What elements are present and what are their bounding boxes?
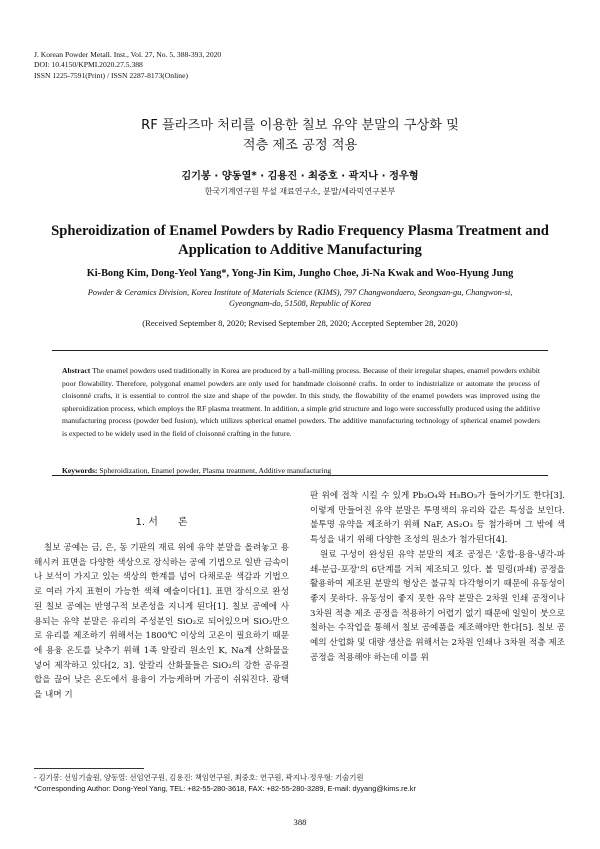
page-number: 388 — [293, 817, 307, 827]
english-title-line2: Application to Additive Manufacturing — [178, 242, 422, 258]
footnote-divider — [34, 768, 144, 769]
english-affiliation — [0, 287, 600, 310]
body-right-column — [310, 489, 565, 665]
korean-title — [0, 116, 600, 156]
english-affiliation-line1: Powder & Ceramics Division, Korea Institute of Materials Science (KIMS), 797 Changwondaero, Seongsan-gu, Changwon-si, — [87, 288, 513, 297]
korean-authors: 김기봉 · 양동열* · 김용진 · 최중호 · 곽지나 · 정우형 — [181, 171, 419, 182]
english-title-line1: Spheroidization of Enamel Powders by Radio Frequency Plasma Treatment and — [51, 223, 549, 239]
korean-title-line2: 적층 제조 공정 적용 — [242, 138, 358, 153]
keywords-label: Keywords: — [62, 466, 98, 475]
abstract — [62, 365, 540, 440]
english-affiliation-line2: Gyeongnam-do, 51508, Republic of Korea — [228, 299, 372, 309]
english-title — [0, 222, 600, 260]
footnote-author-titles: - 김기봉: 선임기술원, 양동열: 선임연구원, 김용진: 책임연구원, 최중호: 연구원, 곽지나·정우형: 기술기원 — [34, 773, 364, 782]
body-paragraph: 판 위에 접착 시킬 수 있게 Pb₃O₄와 H₃BO₃가 들어가기도 한다[3]. 이렇게 만들어진 유약 분말은 투명색의 유리와 같은 특성을 보인다. 불투명 유약을 제조하기 위해 NaF, AS₂O₃ 등 첨가하며 그 밖에 색 특성을 내기 위해 다양한 조성의 원소가 첨가된다[4]. — [310, 491, 565, 546]
footnote-corresponding: *Corresponding Author: Dong-Yeol Yang, TEL: +82-55-280-3618, FAX: +82-55-280-3289, E-mail: dyyang@kims.re.kr — [34, 784, 416, 793]
english-authors: Ki-Bong Kim, Dong-Yeol Yang*, Yong-Jin Kim, Jungho Choe, Ji-Na Kwak and Woo-Hyung Jung — [86, 268, 514, 279]
korean-title-line1: RF 플라즈마 처리를 이용한 칠보 유약 분말의 구상화 및 — [141, 118, 459, 133]
journal-citation: J. Korean Powder Metall. Inst., Vol. 27, No. 5, 388-393, 2020 — [34, 50, 222, 59]
abstract-text: The enamel powders used traditionally in Korea are produced by a ball-milling process. Because of their irregular shapes, enamel powders exhibit poor flowability. Therefore, polygonal enamel powders are only used for handmade cloisonné crafts. In order to industrialize or automate the process of cloisonné crafts, it is essential to control the size and shape of the powder. In this study, the flowability of the enamel powders was improved using the spheroidization process, which employs the RF plasma treatment. In addition, a simple grid structure and logo were successfully produced using the additive manufacturing process (powder bed fusion), which utilizes spherical enamel powders. The additive manufacturing technology of spherical enamel powders is expected to be widely used in the field of cloisonné crafting in the future. — [62, 366, 540, 438]
body-paragraph: 원료 구성이 완성된 유약 분말의 제조 공정은 '혼합-용융-냉각-파쇄-분급-포장'의 6단계를 거쳐 제조되고 있다. 볼 밀링(파쇄) 공정을 활용하여 제조된 분말의 형상은 불규칙 다각형이기 때문에 유동성이 좋지 못하다. 유동성이 좋지 못한 유약 분말은 2차원 인쇄 공정이나 3차원 적층 제조 공정을 적용하기 어렵기 없기 때문에 일일이 붓으로 칠하는 수작업을 통해서 칠보 공예품을 제조해야만 한다[5]. 칠보 공예의 산업화 및 대량 생산을 위해서는 2차원 인쇄나 3차원 적층 제조 공정을 적용해야 하는데 이를 위 — [310, 549, 565, 663]
keywords-text: Spheroidization, Enamel powder, Plasma treatment, Additive manufacturing — [99, 466, 332, 475]
journal-header — [34, 50, 221, 81]
body-paragraph: 칠보 공예는 금, 은, 동 기판의 재료 위에 유약 분말을 올려놓고 용해시켜 표면을 다양한 색상으로 장식하는 공예 기법으로 일반 금속이나 보석이 가지고 있는 색상의 한계를 넘어 다채로운 색감과 기법으로 여러 가지 표현이 가능한 색채 예술이다[1]. 표면 장식으로 완성된 칠보 공예는 반영구적 보존성을 지니게 된다[1]. 칠보 공예에 사용되는 유약 분말은 유리의 주성분인 SiO₂로 되어있으며 SiO₂만으로 유리를 제조하기 위해서는 1800℃ 이상의 고온이 필요하기 때문에 용융 온도를 낮추기 위해 1족 알칼리 원소인 K, Na계 산화물을 넣어 제작하고 있다[2, 3]. 알칼리 산화물들은 SiO₂의 강한 공유결합을 끊어 낮은 온도에서 용융이 가능케하며 가공이 쉬워진다. 광택을 내며 기 — [34, 543, 289, 701]
keywords — [62, 466, 540, 475]
korean-affiliation: 한국기계연구원 부설 재료연구소, 분말/세라믹연구본부 — [204, 187, 396, 196]
journal-issn: ISSN 1225-7591(Print) / ISSN 2287-8173(Online) — [34, 70, 188, 80]
journal-doi: DOI: 10.4150/KPMI.2020.27.5.388 — [34, 60, 143, 70]
section-heading: 1. 서 론 — [135, 517, 188, 528]
abstract-label: Abstract — [62, 366, 91, 375]
footnotes — [34, 772, 416, 794]
body-left-column — [34, 541, 289, 703]
received-dates: (Received September 8, 2020; Revised September 28, 2020; Accepted September 28, 2020) — [142, 318, 458, 328]
